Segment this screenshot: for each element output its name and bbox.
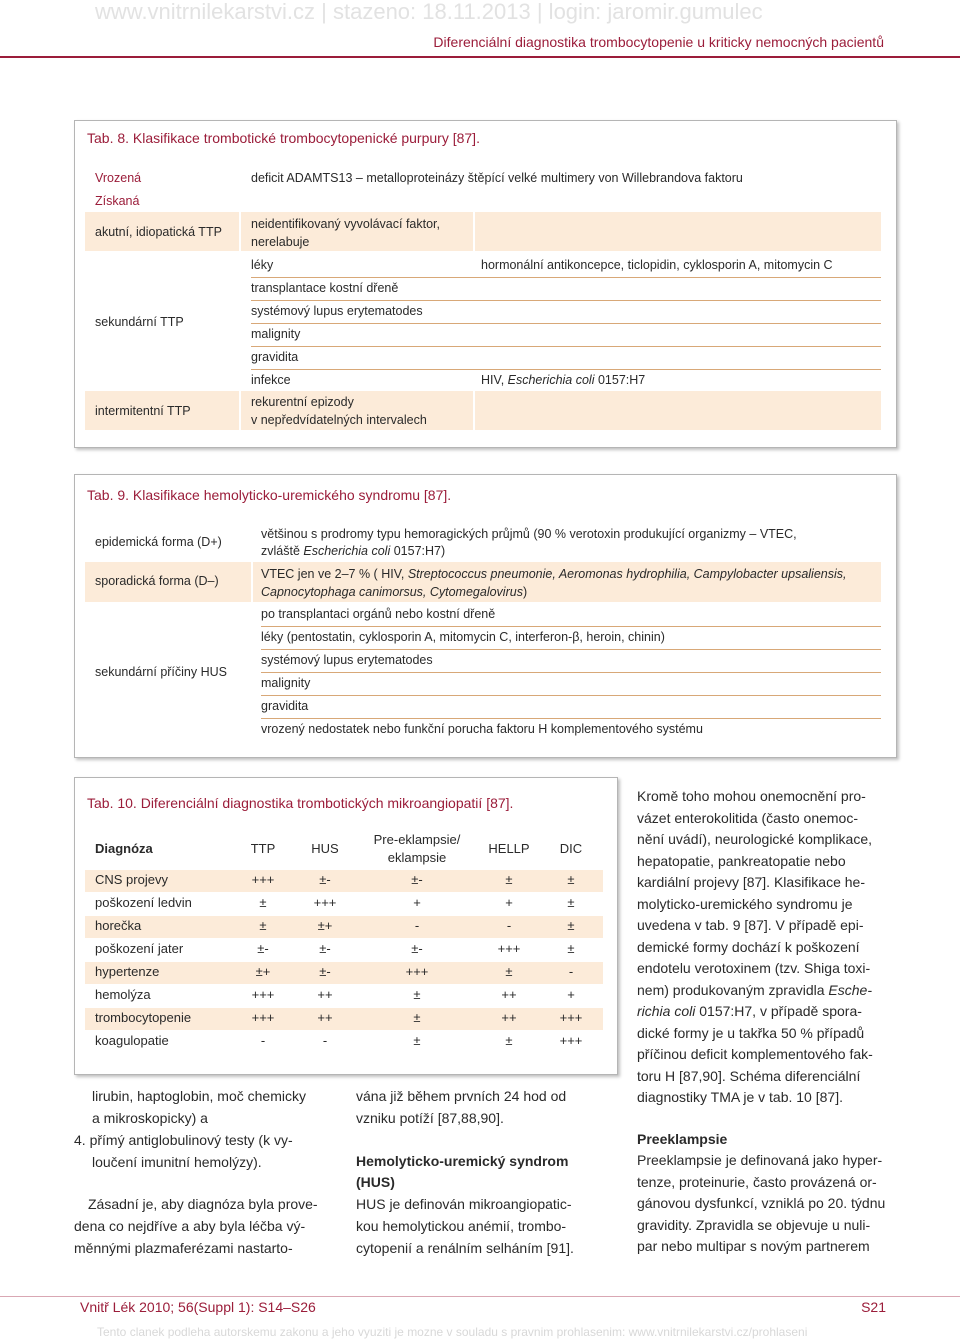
row-rule bbox=[261, 718, 881, 719]
tab9-paren: ) bbox=[522, 585, 528, 599]
tab10-cell: +++ bbox=[559, 1033, 583, 1048]
tab9-strain: 0157:H7) bbox=[390, 544, 446, 558]
tab10-cell: + bbox=[505, 895, 513, 910]
tab8-infekce-hiv: HIV, bbox=[481, 373, 508, 387]
tab10-row-name: hypertenze bbox=[95, 964, 160, 979]
tab10-cell: +++ bbox=[313, 895, 337, 910]
tab10-cell: ++ bbox=[501, 1010, 517, 1025]
preeklampsie-heading: Preeklampsie bbox=[637, 1130, 728, 1147]
footer-rule bbox=[0, 1296, 960, 1297]
preeklampsie-line: tenze, proteinurie, často provázená or- bbox=[637, 1173, 877, 1190]
tab10-cell: ±- bbox=[319, 941, 331, 956]
right-span: richia coli bbox=[637, 1003, 696, 1019]
right-line: diagnostiky TMA je v tab. 10 [87]. bbox=[637, 1089, 843, 1105]
tab10-row-name: hemolýza bbox=[95, 987, 151, 1002]
hus-line: kou hemolytickou anémií, trombo- bbox=[356, 1218, 567, 1234]
tab10-cell: - bbox=[414, 918, 420, 933]
right-line: toru H [87,90]. Schéma diferenciální bbox=[637, 1067, 861, 1084]
tab8-infekce-ecoli: Escherichia coli bbox=[507, 373, 595, 387]
tab10-cell: ±- bbox=[319, 872, 331, 887]
tab10-cell: ++ bbox=[317, 987, 333, 1002]
left-para-line: dena co nejdříve a aby byla léčba vý- bbox=[74, 1218, 306, 1234]
hus-heading: Hemolyticko-uremický syndrom bbox=[356, 1153, 569, 1169]
right-line-mixed bbox=[637, 1001, 862, 1023]
right-line-mixed bbox=[637, 980, 872, 1002]
tab9-organisms: Streptococcus pneumonie, Aeromonas hydrophilia, Campylobacter upsaliensis, bbox=[407, 567, 847, 581]
tab10-header-hellp: HELLP bbox=[488, 841, 530, 856]
tab10-row-name: horečka bbox=[95, 918, 142, 933]
left-line: 4. přímý antiglobulinový testy (k vy- bbox=[74, 1132, 293, 1148]
tab10-cell: ± bbox=[567, 918, 575, 933]
row-rule bbox=[251, 323, 881, 324]
tab8-sekundarni: sekundární TTP bbox=[95, 315, 184, 329]
row-rule bbox=[261, 649, 881, 650]
tab9-sporadicka-desc-2 bbox=[261, 584, 527, 601]
table-9 bbox=[74, 474, 897, 758]
tab10-cell: - bbox=[260, 1033, 266, 1048]
tab10-header-ttp: TTP bbox=[250, 841, 276, 856]
tab10-cell: ± bbox=[505, 964, 513, 979]
right-span: 0157:H7, v případě spora- bbox=[695, 1003, 862, 1019]
left-para-line: Zásadní je, aby diagnóza byla prove- bbox=[88, 1196, 318, 1212]
tab10-row-name: poškození ledvin bbox=[95, 895, 192, 910]
tab10-cell: - bbox=[568, 964, 574, 979]
tab8-divider bbox=[239, 212, 241, 251]
tab8-divider bbox=[239, 391, 241, 430]
tab10-cell: ±- bbox=[257, 941, 269, 956]
tab9-sporadicka-desc-1 bbox=[261, 566, 847, 583]
table-10 bbox=[74, 777, 618, 1075]
row-rule bbox=[251, 346, 881, 347]
preeklampsie-line: Preeklampsie je definovaná jako hyper- bbox=[637, 1152, 883, 1168]
right-span: nem) produkovaným zpravidla bbox=[637, 981, 829, 998]
tab10-header-eklampsie: eklampsie bbox=[387, 850, 447, 865]
right-line: dické formy je u takřka 50 % případů bbox=[637, 1024, 865, 1041]
right-line: demické formy dochází k poškození bbox=[637, 938, 860, 955]
tab10-header-diagnoza: Diagnóza bbox=[95, 841, 153, 856]
hus-line: HUS je definován mikroangiopatic- bbox=[356, 1196, 572, 1212]
tab9-sec-row: gravidita bbox=[261, 699, 309, 713]
right-line: endotelu verotoxinem (tzv. Shiga toxi- bbox=[637, 960, 871, 976]
tab9-ecoli: Escherichia coli bbox=[303, 544, 391, 558]
left-line: lirubin, haptoglobin, moč chemicky bbox=[92, 1088, 306, 1104]
tab10-cell: ± bbox=[413, 1033, 421, 1048]
tab10-cell: - bbox=[506, 918, 512, 933]
tab10-row-name: koagulopatie bbox=[95, 1033, 169, 1048]
right-line: hepatopatie, pankreatopatie nebo bbox=[637, 852, 846, 869]
tab8-divider bbox=[473, 212, 475, 251]
tab10-cell: +++ bbox=[559, 1010, 583, 1025]
right-span: Esche- bbox=[828, 981, 872, 998]
hus-line: cytopenií a renálním selháním [91]. bbox=[356, 1240, 574, 1256]
watermark-top: www.vnitrnilekarstvi.cz | stazeno: 18.11.2013 | login: jaromir.gumulec bbox=[95, 0, 763, 24]
tab8-infekce-strain: 0157:H7 bbox=[594, 373, 646, 387]
tab9-sec-row: vrozený nedostatek nebo funkční porucha faktoru H komplementového systému bbox=[261, 722, 703, 736]
tab8-akutni-desc-2: nerelabuje bbox=[251, 235, 310, 249]
tab10-header-hus: HUS bbox=[311, 841, 339, 856]
tab9-organisms-2: Capnocytophaga canimorsus, Cytomegalovirus bbox=[261, 585, 523, 599]
row-rule bbox=[261, 695, 881, 696]
mid-line: vzniku potíží [87,88,90]. bbox=[356, 1110, 504, 1126]
tab9-vtec: VTEC jen ve 2–7 % ( HIV, bbox=[261, 567, 408, 581]
tab10-cell: + bbox=[567, 987, 575, 1002]
tab10-cell: ± bbox=[413, 987, 421, 1002]
tab9-epidemicka-desc-1: většinou s prodromy typu hemoragických průjmů (90 % verotoxin produkující organizmy – VTEC, bbox=[261, 527, 797, 541]
tab10-cell: +++ bbox=[251, 872, 275, 887]
tab9-zvlaste: zvláště bbox=[261, 544, 304, 558]
tab10-cell: +++ bbox=[251, 987, 275, 1002]
tab9-sporadicka: sporadická forma (D–) bbox=[95, 574, 219, 588]
tab9-divider bbox=[251, 562, 253, 602]
tab9-epidemicka-desc-2 bbox=[261, 543, 445, 560]
tab8-sec-row-detail: hormonální antikoncepce, ticlopidin, cyklosporin A, mitomycin C bbox=[481, 258, 833, 272]
tab8-vrozena-desc: deficit ADAMTS13 – metalloproteinázy štěpící velké multimery von Willebrandova faktoru bbox=[251, 171, 743, 185]
tab8-intermitentni-band bbox=[85, 391, 881, 430]
tab10-cell: ++ bbox=[501, 987, 517, 1002]
tab10-cell: ± bbox=[259, 895, 267, 910]
tab9-sec-row: systémový lupus erytematodes bbox=[261, 653, 433, 667]
tab8-intermitentni: intermitentní TTP bbox=[95, 404, 191, 418]
tab8-divider bbox=[473, 391, 475, 430]
tab9-sec-row: po transplantaci orgánů nebo kostní dřeně bbox=[261, 607, 496, 621]
tab10-cell: ±+ bbox=[255, 964, 271, 979]
tab8-akutni: akutní, idiopatická TTP bbox=[95, 225, 222, 239]
tab10-cell: ±- bbox=[411, 872, 423, 887]
tab10-cell: ±+ bbox=[317, 918, 333, 933]
tab10-header-preeklampsie: Pre-eklampsie/ bbox=[373, 832, 461, 847]
preeklampsie-line: gravidity. Zpravidla se objevuje u nuli- bbox=[637, 1216, 871, 1233]
tab8-vrozena: Vrozená bbox=[95, 171, 142, 185]
tab8-intermitentni-desc-1: rekurentní epizody bbox=[251, 395, 354, 409]
tab10-cell: - bbox=[322, 1033, 328, 1048]
row-rule bbox=[251, 277, 881, 278]
tab10-cell: ± bbox=[259, 918, 267, 933]
left-line: loučení imunitní hemolýzy). bbox=[92, 1154, 262, 1170]
right-line: nění uvádí), neurologické komplikace, bbox=[637, 831, 873, 847]
tab9-sec-row: léky (pentostatin, cyklosporin A, mitomycin C, interferon-β, heroin, chinin) bbox=[261, 630, 665, 644]
tab10-cell: ± bbox=[413, 1010, 421, 1025]
tab9-epidemicka: epidemická forma (D+) bbox=[95, 535, 222, 549]
tab9-sekundarni: sekundární příčiny HUS bbox=[95, 665, 228, 679]
mid-line: vána již během prvních 24 hod od bbox=[356, 1088, 567, 1104]
tab10-cell: +++ bbox=[497, 941, 521, 956]
tab10-cell: ± bbox=[567, 895, 575, 910]
tab10-cell: + bbox=[413, 895, 421, 910]
tab10-cell: ±- bbox=[319, 964, 331, 979]
row-rule bbox=[251, 369, 881, 370]
tab8-ziskana: Získaná bbox=[95, 194, 140, 208]
row-rule bbox=[251, 300, 881, 301]
right-line: kardiální projevy [87]. Klasifikace he- bbox=[637, 874, 865, 890]
tab8-sec-row: systémový lupus erytematodes bbox=[251, 304, 423, 318]
right-line: příčinou deficit komplementového fak- bbox=[637, 1046, 873, 1062]
running-header: Diferenciální diagnostika trombocytopenie u kriticky nemocných pacientů bbox=[433, 34, 884, 50]
table-9-caption: Tab. 9. Klasifikace hemolyticko-uremického syndromu [87]. bbox=[87, 487, 452, 503]
table-8 bbox=[74, 120, 897, 448]
tab8-infekce-detail bbox=[481, 372, 645, 389]
tab10-header-dic: DIC bbox=[559, 841, 583, 856]
tab10-cell: +++ bbox=[251, 1010, 275, 1025]
tab8-sec-row: malignity bbox=[251, 327, 301, 341]
hus-heading-abbr: (HUS) bbox=[356, 1174, 395, 1190]
row-rule bbox=[261, 626, 881, 627]
footer-page-number: S21 bbox=[861, 1299, 886, 1315]
footer-citation: Vnitř Lék 2010; 56(Suppl 1): S14–S26 bbox=[80, 1299, 316, 1315]
right-line: molyticko-uremického syndromu je bbox=[637, 895, 853, 912]
tab10-row-name: trombocytopenie bbox=[95, 1010, 192, 1025]
tab10-cell: ± bbox=[505, 872, 513, 887]
table-10-caption: Tab. 10. Diferenciální diagnostika trombotických mikroangiopatií [87]. bbox=[87, 795, 514, 811]
left-line: a mikroskopicky) a bbox=[92, 1110, 208, 1126]
row-rule bbox=[261, 672, 881, 673]
tab10-cell: ± bbox=[567, 941, 575, 956]
tab8-sec-row: transplantace kostní dřeně bbox=[251, 281, 399, 295]
preeklampsie-line: gánovou dysfunkcí, vzniklá po 20. týdnu bbox=[637, 1195, 886, 1211]
tab10-cell: ++ bbox=[317, 1010, 333, 1025]
right-line: Kromě toho mohou onemocnění pro- bbox=[637, 788, 866, 804]
header-rule bbox=[0, 56, 960, 58]
tab8-sec-row: infekce bbox=[251, 373, 291, 387]
tab9-sec-row: malignity bbox=[261, 676, 311, 690]
table-8-caption: Tab. 8. Klasifikace trombotické trombocytopenické purpury [87]. bbox=[87, 130, 480, 146]
tab10-row-name: poškození jater bbox=[95, 941, 184, 956]
tab8-sec-row: léky bbox=[251, 258, 274, 272]
tab8-akutni-desc-1: neidentifikovaný vyvolávací faktor, bbox=[251, 217, 440, 231]
right-line: vázet enterokolitida (často onemoc- bbox=[637, 809, 858, 826]
tab10-cell: ± bbox=[505, 1033, 513, 1048]
tab8-intermitentni-desc-2: v nepředvídatelných intervalech bbox=[251, 413, 427, 427]
tab8-sec-row: gravidita bbox=[251, 350, 299, 364]
tab10-cell: ± bbox=[567, 872, 575, 887]
preeklampsie-line: par nebo multipar s novým partnerem bbox=[637, 1238, 870, 1254]
tab10-cell: ±- bbox=[411, 941, 423, 956]
tab10-row-name: CNS projevy bbox=[95, 872, 168, 887]
right-line: uvedena v tab. 9 [87]. V případě epi- bbox=[637, 917, 864, 933]
watermark-bottom: Tento clanek podleha autorskemu zakonu a jeho vyuziti je mozne v souladu s pravnim prohlasenim: www.vnitrnilekarstvi.cz/prohlaseni bbox=[97, 1325, 808, 1339]
left-para-line: měnnými plazmaferézami nastarto- bbox=[74, 1240, 293, 1256]
tab10-cell: +++ bbox=[405, 964, 429, 979]
